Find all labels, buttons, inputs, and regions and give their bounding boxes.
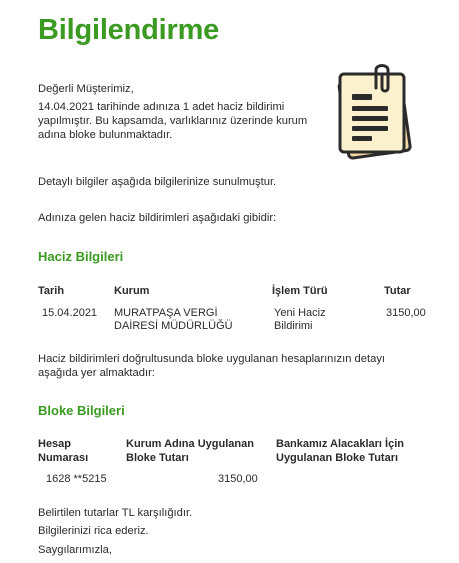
haciz-section-heading: Haciz Bilgileri xyxy=(38,249,124,264)
bloke-intro-line-1: Haciz bildirimleri doğrultusunda bloke uygulanan hesaplarınızın detayı xyxy=(38,353,386,365)
column-header-date: Tarih xyxy=(38,285,65,297)
haciz-row-institution-line2: DAİRESİ MÜDÜRLÜĞÜ xyxy=(114,320,233,332)
haciz-row-transaction-line1: Yeni Haciz xyxy=(274,307,326,319)
closing-line-1: Belirtilen tutarlar TL karşılığıdır. xyxy=(38,507,193,519)
intro-line-2: yapılmıştır. Bu kapsamda, varlıklarınız üzerinde kurum xyxy=(38,115,308,127)
haciz-row-transaction-line2: Bildirimi xyxy=(274,320,313,332)
column-header-block-line2: Bloke Tutarı xyxy=(126,452,189,464)
page-title: Bilgilendirme xyxy=(38,14,220,46)
bloke-intro-line-2: aşağıda yer almaktadır: xyxy=(38,367,155,379)
column-header-amount: Tutar xyxy=(384,285,411,297)
column-header-account-line2: Numarası xyxy=(38,452,89,464)
closing-line-3: Saygılarımızla, xyxy=(38,544,112,556)
column-header-account-line1: Hesap xyxy=(38,438,72,450)
details-text: Detaylı bilgiler aşağıda bilgilerinize sunulmuştur. xyxy=(38,176,277,188)
haciz-row-date: 15.04.2021 xyxy=(42,307,98,319)
column-header-institution: Kurum xyxy=(114,285,150,297)
bloke-row-account: 1628 **5215 xyxy=(46,473,107,485)
column-header-block-line1: Kurum Adına Uygulanan xyxy=(126,438,254,450)
column-header-bank-line1: Bankamız Alacakları İçin xyxy=(276,438,404,450)
bloke-section-heading: Bloke Bilgileri xyxy=(38,403,125,418)
clipboard-document-icon xyxy=(330,64,428,162)
intro-line-3: adına bloke bulunmaktadır. xyxy=(38,129,173,141)
haciz-row-amount: 3150,00 xyxy=(386,307,426,319)
greeting: Değerli Müşterimiz, xyxy=(38,83,134,95)
column-header-transaction: İşlem Türü xyxy=(272,285,328,297)
bloke-row-block-amount: 3150,00 xyxy=(218,473,258,485)
column-header-bank-line2: Uygulanan Bloke Tutarı xyxy=(276,452,399,464)
closing-line-2: Bilgilerinizi rica ederiz. xyxy=(38,525,149,537)
haciz-row-institution-line1: MURATPAŞA VERGİ xyxy=(114,307,218,319)
intro-line-1: 14.04.2021 tarihinde adınıza 1 adet haciz bildirimi xyxy=(38,101,285,113)
list-intro: Adınıza gelen haciz bildirimleri aşağıdaki gibidir: xyxy=(38,212,277,224)
